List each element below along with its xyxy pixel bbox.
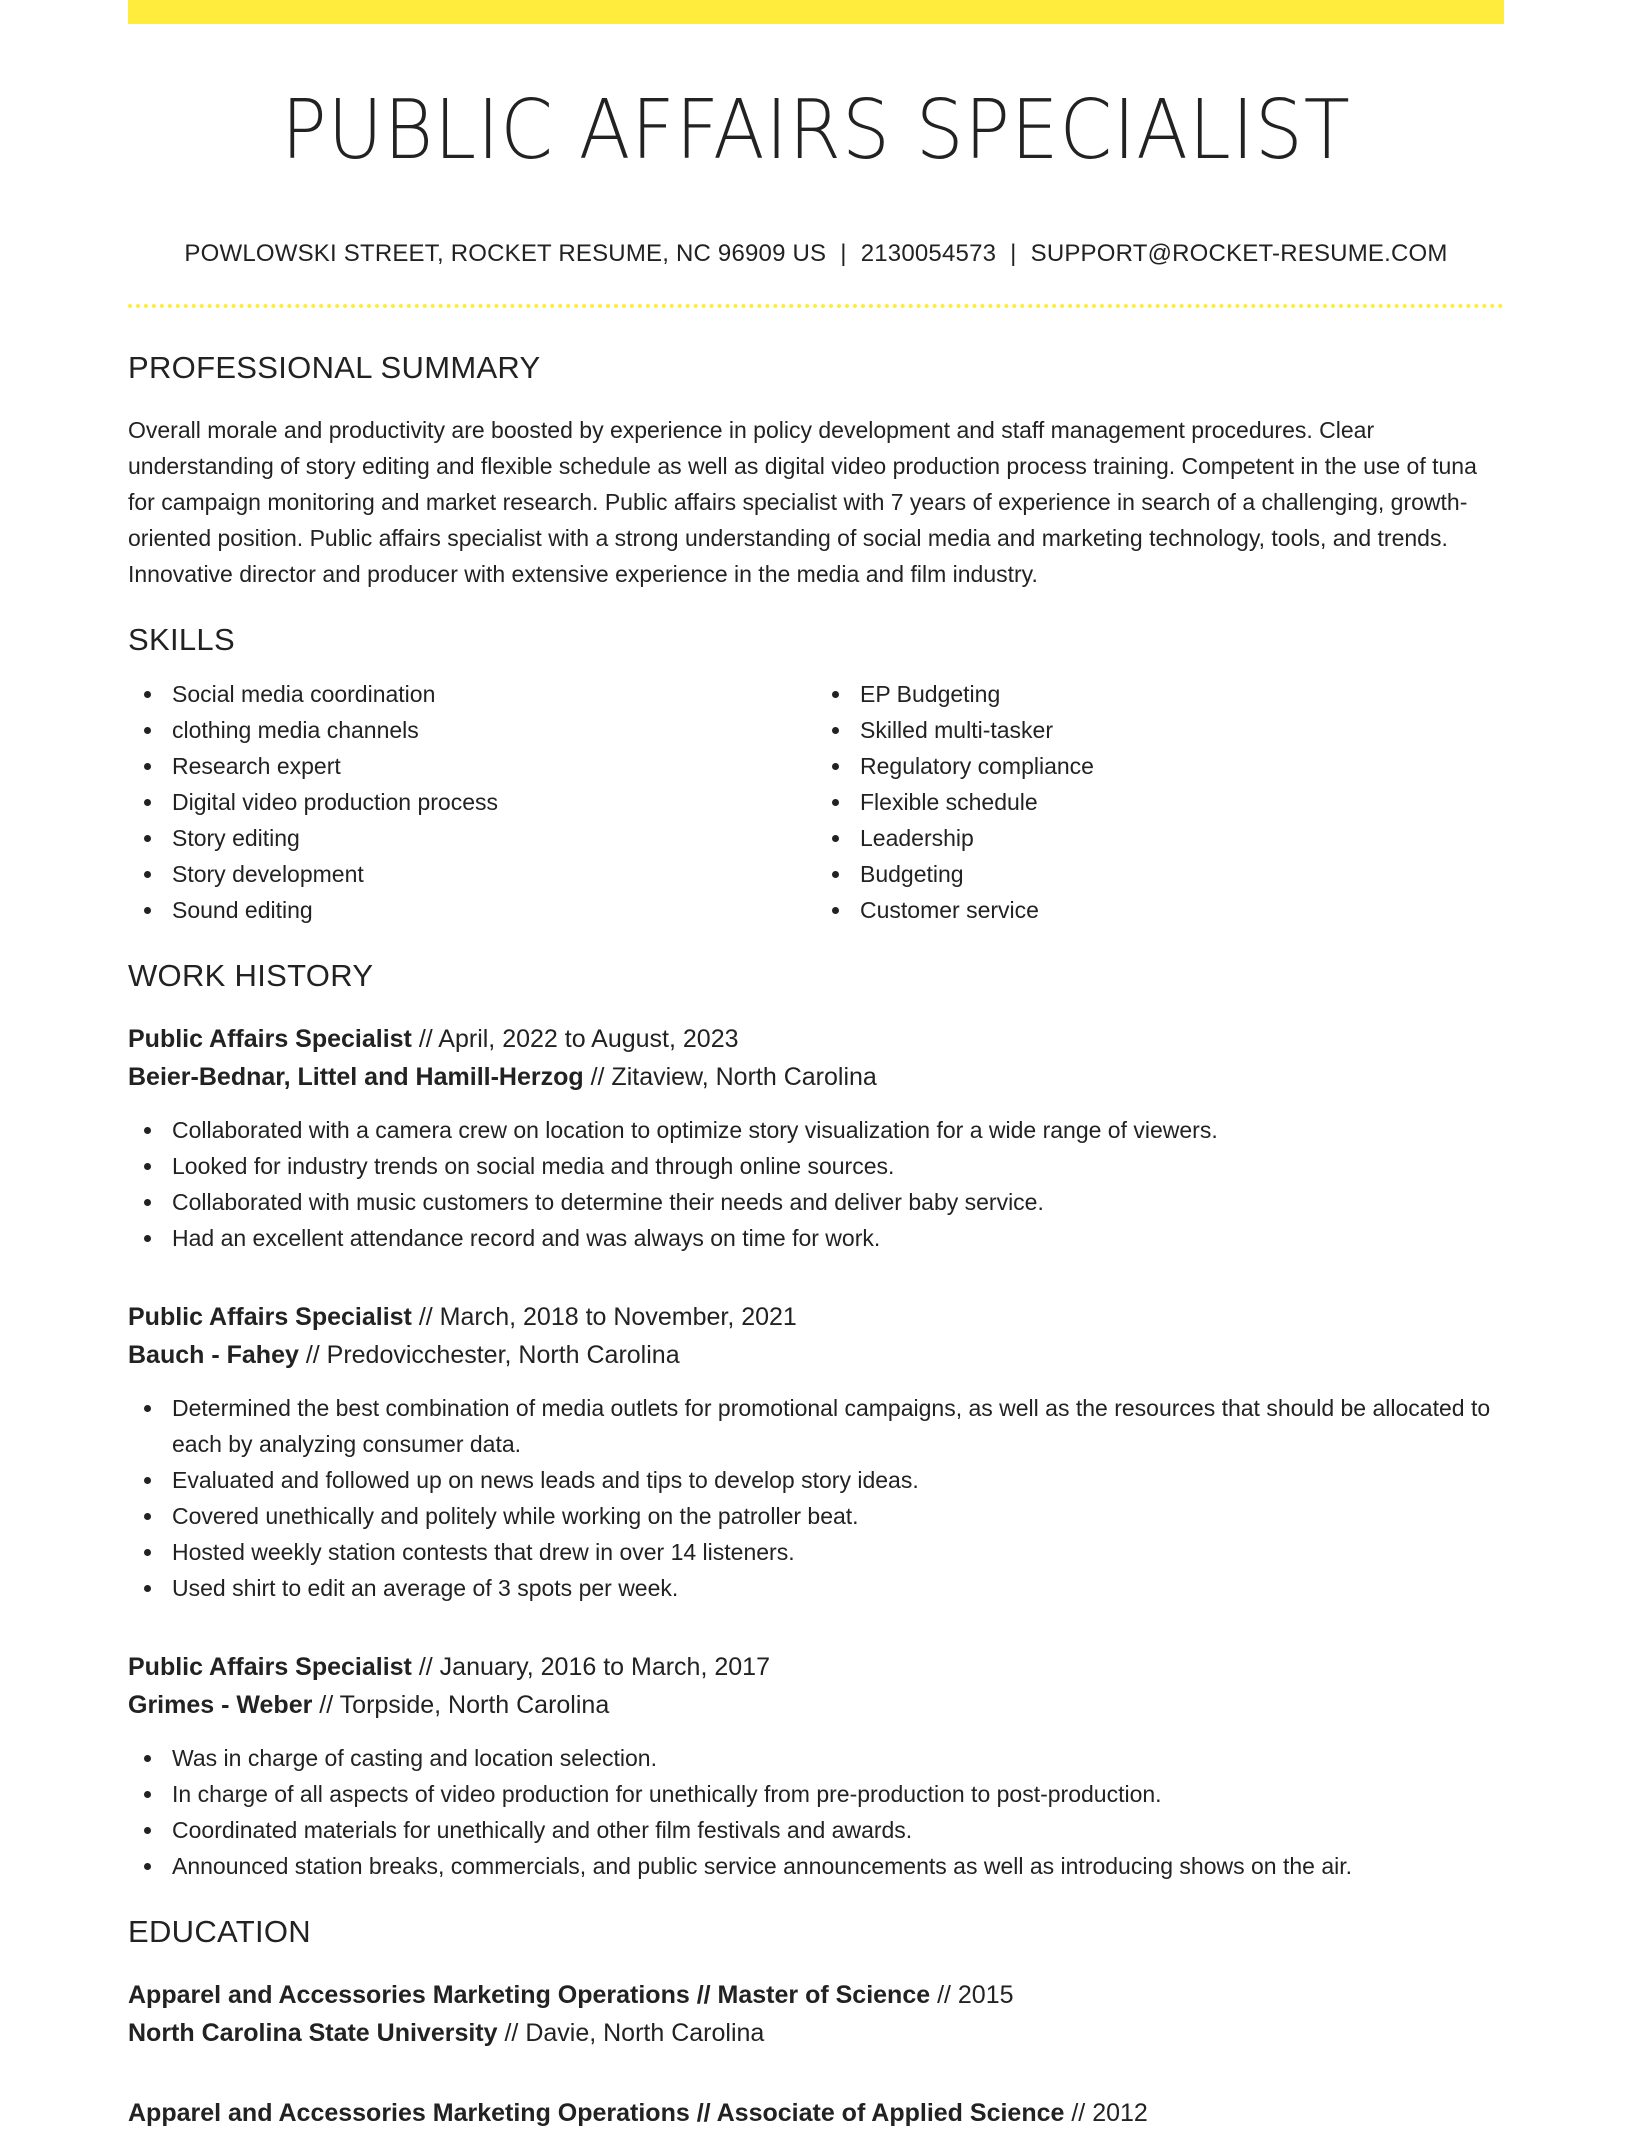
job-bullet: Was in charge of casting and location selection. — [128, 1740, 1504, 1776]
job-entry — [128, 1298, 1504, 1606]
education-heading: EDUCATION — [128, 1914, 311, 1950]
job-bullet: Collaborated with music customers to determine their needs and deliver baby service. — [128, 1184, 1504, 1220]
skills-column-left — [128, 676, 816, 928]
job-bullet: Looked for industry trends on social media and through online sources. — [128, 1148, 1504, 1184]
job-company-line — [128, 1058, 1504, 1096]
contact-separator: | — [1010, 240, 1017, 268]
education-school-line — [128, 2014, 1504, 2052]
job-bullet: Evaluated and followed up on news leads and tips to develop story ideas. — [128, 1462, 1504, 1498]
job-dates: // April, 2022 to August, 2023 — [411, 1025, 739, 1054]
resume-page — [128, 0, 1504, 2132]
job-bullet: Coordinated materials for unethically and other film festivals and awards. — [128, 1812, 1504, 1848]
job-bullet: Had an excellent attendance record and was always on time for work. — [128, 1220, 1504, 1256]
education-degree: Apparel and Accessories Marketing Operations // Associate of Applied Science — [128, 2099, 1065, 2128]
job-bullet: Covered unethically and politely while working on the patroller beat. — [128, 1498, 1504, 1534]
job-bullet: Determined the best combination of media outlets for promotional campaigns, as well as the resources that should be allocated to each by analyzing consumer data. — [128, 1390, 1504, 1462]
contact-separator: | — [840, 240, 847, 268]
skills-heading: SKILLS — [128, 622, 235, 658]
skill-item: Regulatory compliance — [816, 748, 1504, 784]
skill-item: Digital video production process — [128, 784, 816, 820]
skill-item: Leadership — [816, 820, 1504, 856]
skill-item: Budgeting — [816, 856, 1504, 892]
dotted-divider — [128, 304, 1504, 308]
job-bullet: Collaborated with a camera crew on location to optimize story visualization for a wide range of viewers. — [128, 1112, 1504, 1148]
phone: 2130054573 — [860, 240, 997, 268]
skill-item: clothing media channels — [128, 712, 816, 748]
education-year: // 2015 — [930, 1981, 1014, 2010]
address: POWLOWSKI STREET, ROCKET RESUME, NC 96909 US — [184, 240, 827, 268]
job-title-line — [128, 1648, 1504, 1686]
job-location: // Zitaview, North Carolina — [583, 1063, 877, 1092]
education-degree: Apparel and Accessories Marketing Operations // Master of Science — [128, 1981, 931, 2010]
education-entry — [128, 2094, 1504, 2132]
skill-item: Flexible schedule — [816, 784, 1504, 820]
job-company: Beier-Bednar, Littel and Hamill-Herzog — [128, 1063, 584, 1092]
resume-title: PUBLIC AFFAIRS SPECIALIST — [281, 83, 1351, 178]
skill-item: Social media coordination — [128, 676, 816, 712]
education-location: // Davie, North Carolina — [497, 2019, 765, 2048]
skill-item: Sound editing — [128, 892, 816, 928]
job-company: Grimes - Weber — [128, 1691, 313, 1720]
contact-line — [128, 240, 1504, 268]
education-degree-line — [128, 2094, 1504, 2132]
work-history-heading: WORK HISTORY — [128, 958, 374, 994]
education-year: // 2012 — [1064, 2099, 1148, 2128]
skill-item: Story editing — [128, 820, 816, 856]
skills-column-right — [816, 676, 1504, 928]
job-bullets — [128, 1740, 1504, 1884]
job-role: Public Affairs Specialist — [128, 1303, 412, 1332]
job-role: Public Affairs Specialist — [128, 1025, 412, 1054]
job-location: // Predovicchester, North Carolina — [298, 1341, 680, 1370]
education-degree-line — [128, 1976, 1504, 2014]
job-company-line — [128, 1336, 1504, 1374]
job-bullet: In charge of all aspects of video production for unethically from pre-production to post-production. — [128, 1776, 1504, 1812]
job-company-line — [128, 1686, 1504, 1724]
job-entry — [128, 1648, 1504, 1884]
job-bullet: Used shirt to edit an average of 3 spots per week. — [128, 1570, 1504, 1606]
job-dates: // January, 2016 to March, 2017 — [411, 1653, 770, 1682]
job-entry — [128, 1020, 1504, 1256]
education-school: North Carolina State University — [128, 2019, 498, 2048]
skill-item: Story development — [128, 856, 816, 892]
job-location: // Torpside, North Carolina — [312, 1691, 610, 1720]
skill-item: Skilled multi-tasker — [816, 712, 1504, 748]
skill-item: Customer service — [816, 892, 1504, 928]
job-bullet: Hosted weekly station contests that drew in over 14 listeners. — [128, 1534, 1504, 1570]
job-bullet: Announced station breaks, commercials, and public service announcements as well as introducing shows on the air. — [128, 1848, 1504, 1884]
skill-item: EP Budgeting — [816, 676, 1504, 712]
education-entry — [128, 1976, 1504, 2052]
job-bullets — [128, 1390, 1504, 1606]
job-title-line — [128, 1020, 1504, 1058]
job-title-line — [128, 1298, 1504, 1336]
email: SUPPORT@ROCKET-RESUME.COM — [1030, 240, 1448, 268]
accent-bar — [128, 0, 1504, 24]
job-dates: // March, 2018 to November, 2021 — [411, 1303, 797, 1332]
skills-list — [128, 676, 1504, 928]
job-company: Bauch - Fahey — [128, 1341, 299, 1370]
job-role: Public Affairs Specialist — [128, 1653, 412, 1682]
skill-item: Research expert — [128, 748, 816, 784]
summary-heading: PROFESSIONAL SUMMARY — [128, 350, 541, 386]
job-bullets — [128, 1112, 1504, 1256]
summary-text: Overall morale and productivity are boosted by experience in policy development and staff management procedures. Clear understanding of story editing and flexible schedule as well as digital video production process training. Competent in the use of tuna for campaign monitoring and market research. Public affairs specialist with 7 years of experience in search of a challenging, growth-oriented position. Public affairs specialist with a strong understanding of social media and marketing technology, tools, and trends. Innovative director and producer with extensive experience in the media and film industry. — [128, 417, 1477, 588]
